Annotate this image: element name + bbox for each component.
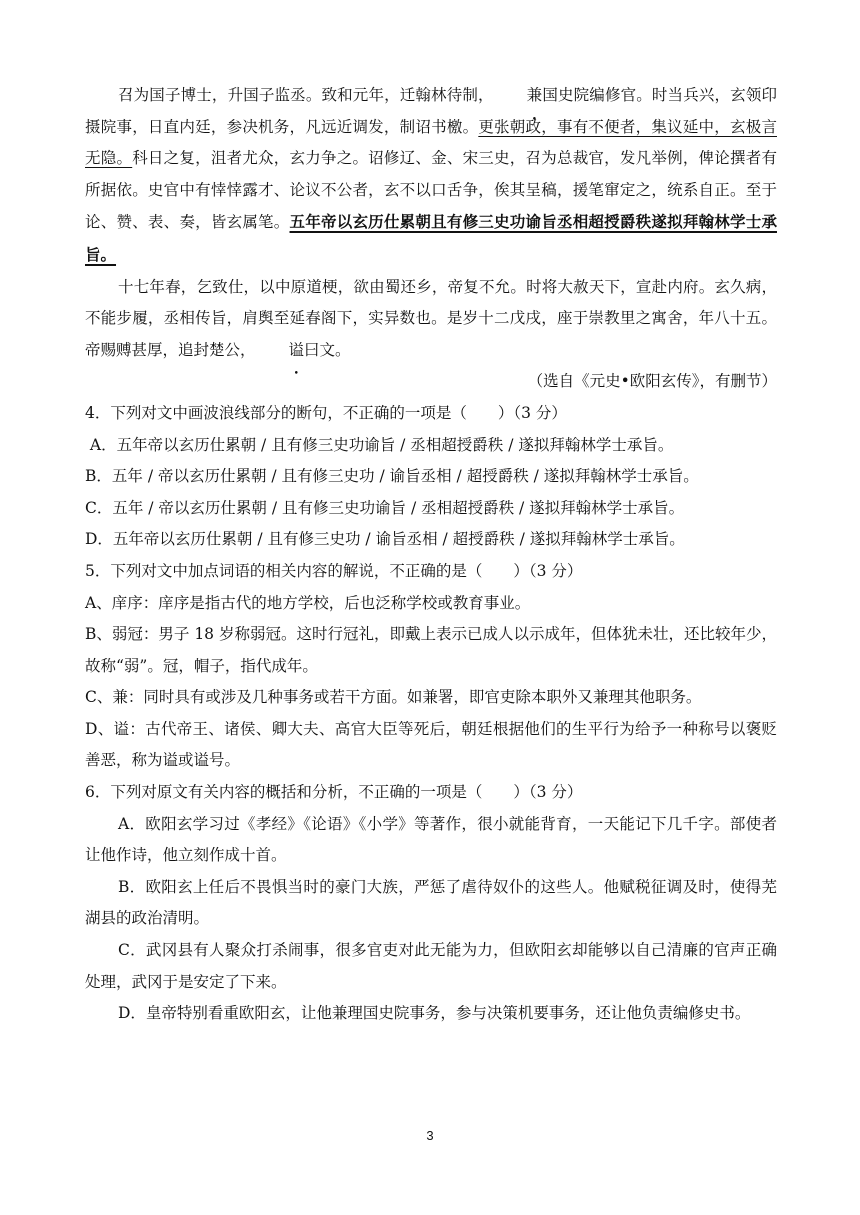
- question-6-option-c: C．武冈县有人聚众打杀闹事，很多官吏对此无能为力，但欧阳玄却能够以自己清廉的官声正确处理，武冈于是安定了下来。: [85, 941, 777, 991]
- question-6-stem: 6．下列对原文有关内容的概括和分析，不正确的一项是（ ）（3 分）: [85, 783, 583, 802]
- question-5-option-a: A、庠序：庠序是指古代的地方学校，后也泛称学校或教育事业。: [85, 593, 531, 612]
- question-5-option-b: B、弱冠：男子 18 岁称弱冠。这时行冠礼，即戴上表示已成人以示成年，但体犹未壮，还比较年少，故称“弱”。冠，帽子，指代成年。: [85, 625, 777, 675]
- dotted-word-shi: 谥: [288, 340, 305, 359]
- wavy-line-sentence: 五年帝以玄历仕累朝且有修三史功谕旨丞相超授爵秩遂拟拜翰林学士承旨。: [85, 212, 777, 264]
- passage-source: （选自《元史•欧阳玄传》，有删节）: [527, 372, 777, 391]
- question-5-stem: 5．下列对文中加点词语的相关内容的解说，不正确的是（ ）（3 分）: [85, 561, 583, 580]
- passage-paragraph-2: [85, 272, 777, 367]
- paragraph-1-text-b: 国史院编修官。时当兵兴，玄领印摄院事，日直内廷，参决机务，凡远近调发，制诏书檄。: [85, 86, 777, 136]
- paragraph-1-text-a: 召为国子博士，升国子监丞。致和元年，迁翰林待制，: [118, 86, 494, 104]
- paragraph-2-text-b: 曰文。: [304, 340, 351, 359]
- question-4-option-b: B．五年 / 帝以玄历仕累朝 / 且有修三史功 / 谕旨丞相 / 超授爵秩 / 遂拟拜翰林学士承旨。: [85, 467, 699, 486]
- question-4-option-a: A．五年帝以玄历仕累朝 / 且有修三史功谕旨 / 丞相超授爵秩 / 遂拟拜翰林学士承旨。: [85, 435, 674, 454]
- paragraph-2-text-a: 十七年春，乞致仕，以中原道梗，欲由蜀还乡，帝复不允。时将大赦天下，宣赴内府。玄久病，不能步履，丞相传旨，肩舆至延春阁下，实异数也。是岁十二戊戌，座于崇教里之寓舍，年八十五。帝赐赙甚厚，追封楚公，: [85, 277, 777, 359]
- paragraph-1-text-c: 科日之复，沮者尤众，玄力争之。诏修辽、金、宋三史，召为总裁官，发凡举例，俾论撰者有所据依。史官中有悻悻露才、论议不公者，玄不以口舌争，俟其呈稿，援笔窜定之，统系自正。至于论、赞、表、奏，皆玄属笔。: [85, 149, 777, 232]
- question-4-option-c: C．五年 / 帝以玄历仕累朝 / 且有修三史功谕旨 / 丞相超授爵秩 / 遂拟拜翰林学士承旨。: [85, 498, 685, 517]
- question-6-option-b: B．欧阳玄上任后不畏惧当时的豪门大族，严惩了虐待奴仆的这些人。他赋税征调及时，使得芜湖县的政治清明。: [85, 877, 777, 928]
- underlined-sentence: 更张朝政，事有不便者，集议延中，玄极言无隐。: [85, 117, 777, 168]
- question-6-option-d: D．皇帝特别看重欧阳玄，让他兼理国史院事务，参与决策机要事务，还让他负责编修史书。: [118, 1004, 751, 1023]
- question-6-option-a: A．欧阳玄学习过《孝经》《论语》《小学》等著作，很小就能背育，一天能记下几千字。部使者让他作诗，他立刻作成十首。: [85, 814, 777, 865]
- page-number: 3: [426, 1128, 434, 1143]
- question-4-stem: 4．下列对文中画波浪线部分的断句，不正确的一项是（ ）（3 分）: [85, 403, 567, 422]
- passage-paragraph-1: [85, 80, 777, 272]
- question-4-option-d: D．五年帝以玄历仕累朝 / 且有修三史功 / 谕旨丞相 / 超授爵秩 / 遂拟拜翰林学士承旨。: [85, 530, 685, 549]
- dotted-word-jian: 兼: [526, 86, 543, 104]
- question-5-option-c: C、兼：同时具有或涉及几种事务或若干方面。如兼署，即官吏除本职外又兼理其他职务。: [85, 688, 702, 707]
- document-page: [85, 80, 777, 1030]
- question-5-option-d: D、谥：古代帝王、诸侯、卿大夫、高官大臣等死后，朝廷根据他们的生平行为给予一种称号以褒贬善恶，称为谥或谥号。: [85, 719, 777, 770]
